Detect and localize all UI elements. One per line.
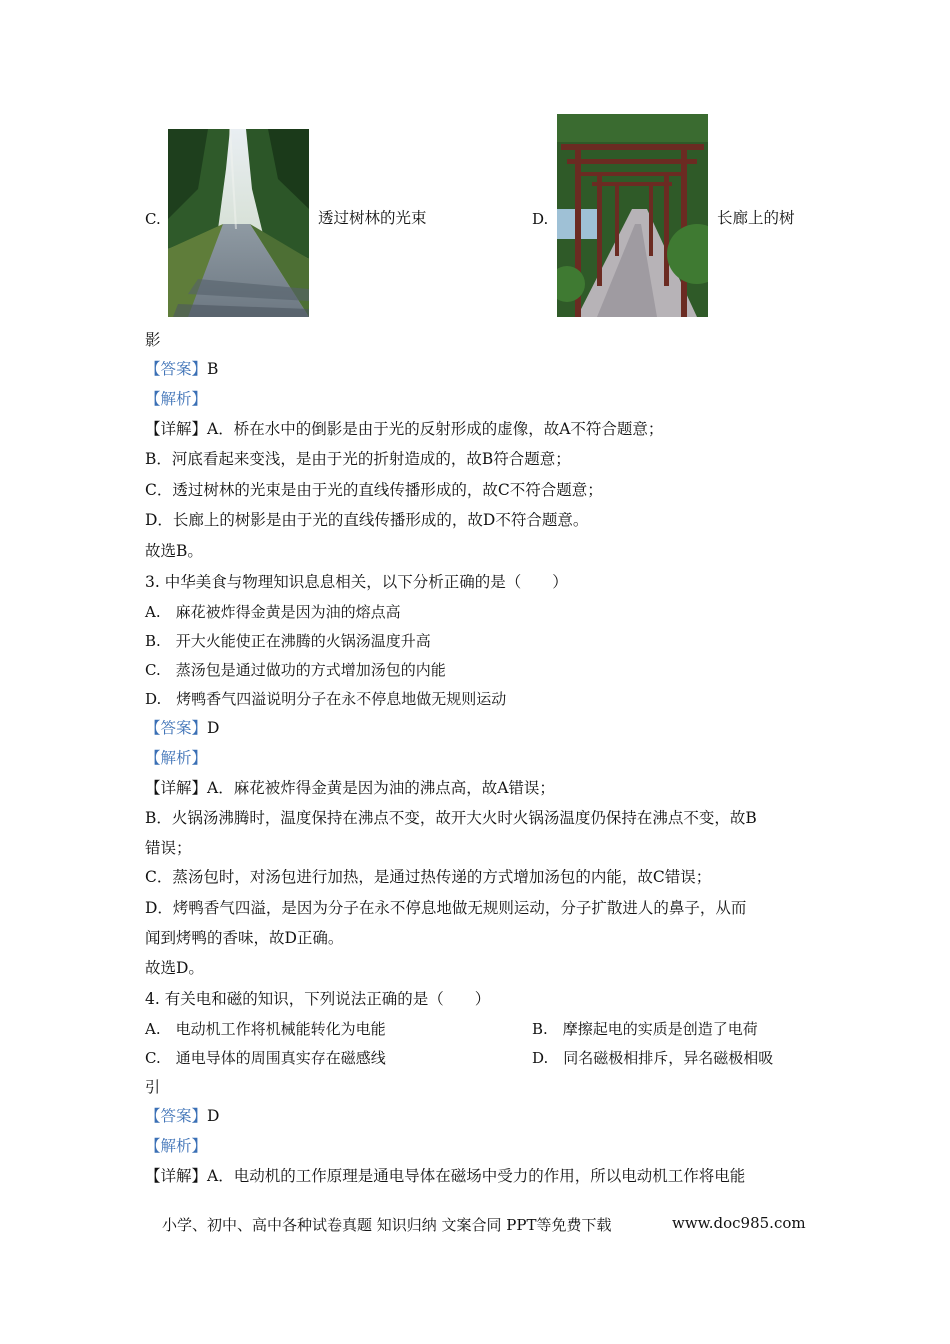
q3-detail-line-1: [145, 778, 555, 798]
detail-tag: 【详解】: [145, 420, 208, 438]
option-d-text-wrap: 影: [145, 331, 161, 349]
analysis-tag: 【解析】: [145, 1137, 208, 1155]
q3-detail-line-5: D．烤鸭香气四溢，是因为分子在永不停息地做无规则运动，分子扩散进人的鼻子，从而: [145, 899, 747, 917]
q3-conclusion: 故选D。: [145, 959, 204, 977]
detail-text: A．电动机的工作原理是通电导体在磁场中受力的作用，所以电动机工作将电能: [207, 1167, 746, 1185]
detail-tag: 【详解】: [145, 1167, 208, 1185]
q2-detail-line-2: B．河底看起来变浅，是由于光的折射造成的，故B符合题意；: [145, 450, 571, 468]
q4-detail-line-1: [145, 1166, 745, 1186]
analysis-tag: 【解析】: [145, 749, 208, 767]
q4-stem: 4. 有关电和磁的知识，下列说法正确的是（ ）: [145, 990, 491, 1008]
footer-text: 小学、初中、高中各种试卷真题 知识归纳 文案合同 PPT等免费下载: [162, 1216, 612, 1234]
q2-detail-line-1: [145, 419, 663, 439]
answer-tag: 【答案】: [145, 1107, 208, 1125]
q4-option-d-wrap: 引: [145, 1078, 161, 1096]
q3-detail-line-2: B．火锅汤沸腾时，温度保持在沸点不变，故开大火时火锅汤温度仍保持在沸点不变，故B: [145, 809, 757, 827]
q2-detail-line-4: D．长廊上的树影是由于光的直线传播形成的，故D不符合题意。: [145, 511, 589, 529]
q2-detail-line-3: C．透过树林的光束是由于光的直线传播形成的，故C不符合题意；: [145, 481, 603, 499]
q3-option-d: D. 烤鸭香气四溢说明分子在永不停息地做无规则运动: [145, 690, 507, 708]
q3-detail-line-6: 闻到烤鸭的香味，故D正确。: [145, 929, 344, 947]
q4-option-b: B. 摩擦起电的实质是创造了电荷: [532, 1020, 758, 1038]
q4-option-c: C. 通电导体的周围真实存在磁感线: [145, 1049, 386, 1067]
analysis-tag: 【解析】: [145, 390, 208, 408]
corridor-shadow-photo: [557, 114, 708, 317]
q3-option-b: B. 开大火能使正在沸腾的火锅汤温度升高: [145, 632, 431, 650]
answer-value: D: [207, 719, 220, 737]
option-d-letter: D.: [532, 210, 549, 228]
q3-option-a: A. 麻花被炸得金黄是因为油的熔点高: [145, 603, 401, 621]
answer-tag: 【答案】: [145, 719, 208, 737]
q4-option-d: D. 同名磁极相排斥，异名磁极相吸: [532, 1049, 774, 1067]
option-c-text: 透过树林的光束: [318, 209, 427, 227]
q3-option-c: C. 蒸汤包是通过做功的方式增加汤包的内能: [145, 661, 446, 679]
q3-detail-line-4: C．蒸汤包时，对汤包进行加热，是通过热传递的方式增加汤包的内能，故C错误；: [145, 868, 712, 886]
q4-option-a: A. 电动机工作将机械能转化为电能: [145, 1020, 386, 1038]
forest-light-beam-photo: [168, 129, 309, 317]
q4-answer-line: [145, 1106, 219, 1126]
answer-value: B: [207, 360, 219, 378]
footer-url[interactable]: www.doc985.com: [672, 1214, 806, 1232]
q2-answer-line: [145, 359, 218, 379]
q3-stem: 3. 中华美食与物理知识息息相关，以下分析正确的是（ ）: [145, 573, 568, 591]
q3-detail-line-3: 错误；: [145, 839, 192, 857]
option-c-letter: C.: [145, 210, 161, 228]
detail-tag: 【详解】: [145, 779, 208, 797]
q3-answer-line: [145, 718, 219, 738]
detail-text: A．麻花被炸得金黄是因为油的沸点高，故A错误；: [207, 779, 555, 797]
q2-conclusion: 故选B。: [145, 542, 203, 560]
answer-tag: 【答案】: [145, 360, 208, 378]
option-d-text: 长廊上的树: [717, 209, 795, 227]
detail-text: A．桥在水中的倒影是由于光的反射形成的虚像，故A不符合题意；: [207, 420, 664, 438]
answer-value: D: [207, 1107, 220, 1125]
